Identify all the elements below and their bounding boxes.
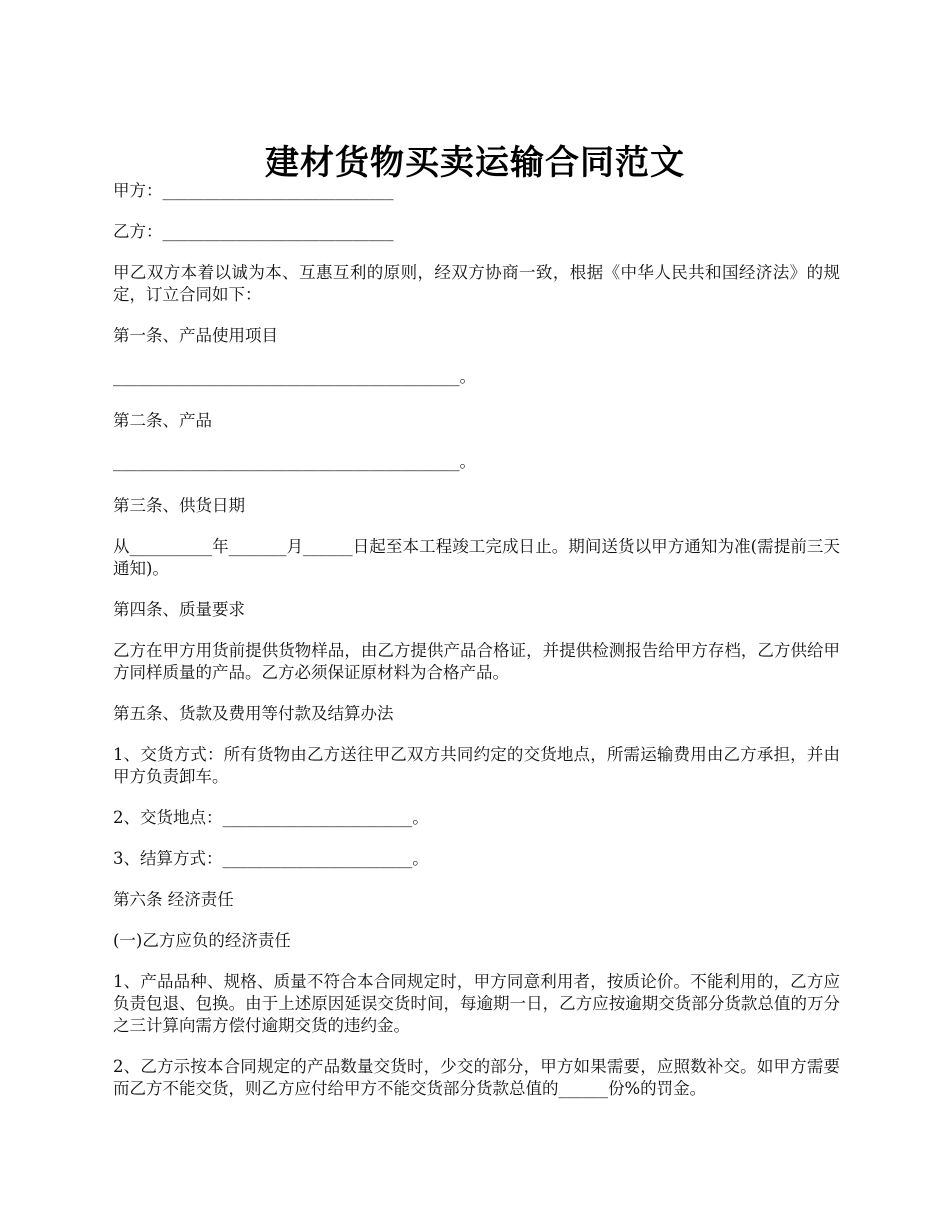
article-3-body: 从__________年_______月______日起至本工程竣工完成日止。期间送货以甲方通知为准(需提前三天通知)。: [113, 537, 840, 578]
document-body: [113, 180, 840, 1119]
article-2-blank: __________________________________________。: [113, 452, 476, 471]
article-6-item-2: 2、乙方示按本合同规定的产品数量交货时，少交的部分，甲方如果需要，应照数补交。如甲方需要而乙方不能交货，则乙方应付给甲方不能交货部分货款总值的______份%的罚金。: [113, 1057, 840, 1098]
article-2-heading: 第二条、产品: [113, 411, 212, 430]
article-6-item-1: 1、产品品种、规格、质量不符合本合同规定时，甲方同意利用者，按质论价。不能利用的，乙方应负责包退、包换。由于上述原因延误交货时间，每逾期一日，乙方应按逾期交货部分货款总值的万分之三计算向需方偿付逾期交货的违约金。: [113, 972, 840, 1035]
preamble-paragraph: 甲乙双方本着以诚为本、互惠互利的原则，经双方协商一致，根据《中华人民共和国经济法》的规定，订立合同如下：: [113, 263, 840, 304]
article-5-item-2: 2、交货地点：_______________________。: [113, 808, 429, 827]
article-6-subheading: (一)乙方应负的经济责任: [113, 931, 291, 950]
party-a-line: 甲方：____________________________: [113, 181, 394, 200]
article-4-heading: 第四条、质量要求: [113, 600, 245, 619]
article-5-item-1: 1、交货方式：所有货物由乙方送往甲乙双方共同约定的交货地点，所需运输费用由乙方承担，并由甲方负责卸车。: [113, 745, 840, 786]
article-4-body: 乙方在甲方用货前提供货物样品，由乙方提供产品合格证，并提供检测报告给甲方存档，乙方供给甲方同样质量的产品。乙方必须保证原材料为合格产品。: [113, 641, 840, 682]
article-3-heading: 第三条、供货日期: [113, 496, 245, 515]
article-1-heading: 第一条、产品使用项目: [113, 326, 278, 345]
article-5-item-3: 3、结算方式：_______________________。: [113, 849, 429, 868]
document-title: 建材货物买卖运输合同范文: [265, 142, 685, 183]
article-6-heading: 第六条 经济责任: [113, 890, 234, 909]
party-b-line: 乙方：____________________________: [113, 222, 394, 241]
article-5-heading: 第五条、货款及费用等付款及结算办法: [113, 704, 394, 723]
article-1-blank: __________________________________________。: [113, 367, 476, 386]
